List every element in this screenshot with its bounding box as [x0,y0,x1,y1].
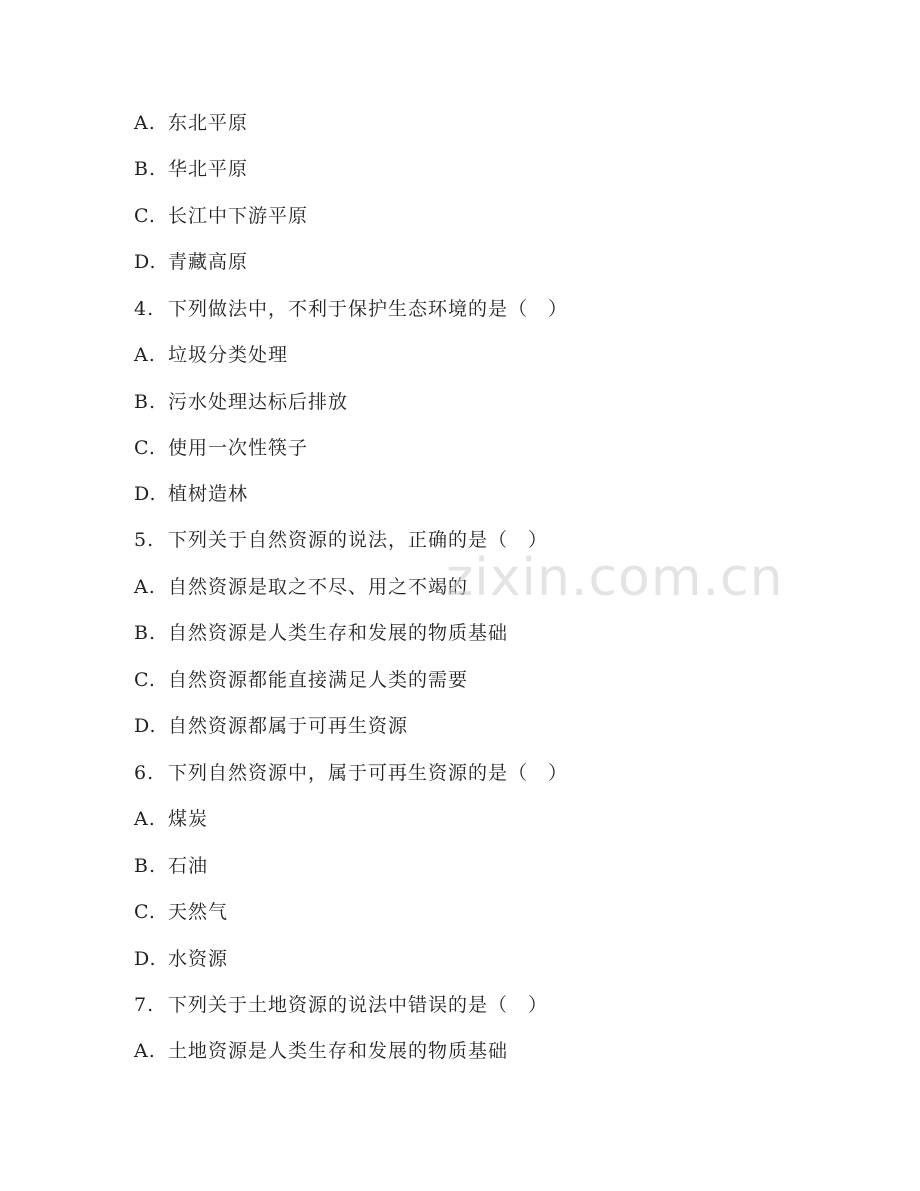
option-line [134,1036,508,1066]
option-label: A. [134,808,156,830]
option-text: 煤炭 [168,808,209,830]
question-number: 6. [134,762,155,784]
option-label: D. [134,251,157,273]
question-text: 下列做法中，不利于保护生态环境的是（ ） [168,298,569,320]
option-line [134,247,248,277]
question-number: 4. [134,298,155,320]
option-line [134,340,288,370]
option-line [134,944,228,974]
option-text: 自然资源都能直接满足人类的需要 [168,669,469,691]
option-label: D. [134,483,157,505]
question-line [134,294,568,324]
option-line [134,572,468,602]
option-line [134,387,348,417]
option-label: A. [134,576,156,598]
option-label: C. [134,205,156,227]
option-label: A. [134,1040,156,1062]
option-text: 自然资源是人类生存和发展的物质基础 [168,622,509,644]
question-text: 下列关于土地资源的说法中错误的是（ ） [168,994,549,1016]
option-line [134,665,468,695]
option-line [134,108,248,138]
option-text: 土地资源是人类生存和发展的物质基础 [168,1040,509,1062]
option-label: B. [134,855,157,877]
option-label: B. [134,158,157,180]
option-text: 天然气 [168,901,229,923]
question-number: 5. [134,529,155,551]
option-label: A. [134,344,156,366]
question-line [134,990,548,1020]
option-text: 华北平原 [168,158,249,180]
option-text: 植树造林 [168,483,249,505]
option-text: 污水处理达标后排放 [168,391,349,413]
option-text: 自然资源是取之不尽、用之不竭的 [168,576,469,598]
option-text: 东北平原 [168,112,249,134]
option-label: C. [134,901,156,923]
option-text: 垃圾分类处理 [168,344,289,366]
option-label: B. [134,622,157,644]
option-text: 石油 [168,855,209,877]
question-text: 下列关于自然资源的说法，正确的是（ ） [168,529,549,551]
option-label: C. [134,437,156,459]
option-line [134,154,248,184]
option-line [134,201,308,231]
watermark: zixin.com.cn [446,548,784,608]
question-number: 7. [134,994,155,1016]
option-text: 水资源 [168,948,229,970]
option-label: A. [134,112,156,134]
option-text: 青藏高原 [168,251,249,273]
option-line [134,804,208,834]
option-line [134,479,248,509]
option-text: 自然资源都属于可再生资源 [168,715,409,737]
option-label: D. [134,948,157,970]
question-text: 下列自然资源中，属于可再生资源的是（ ） [168,762,569,784]
option-line [134,897,228,927]
option-line [134,433,308,463]
option-label: B. [134,391,157,413]
option-text: 长江中下游平原 [168,205,309,227]
option-text: 使用一次性筷子 [168,437,309,459]
question-line [134,758,568,788]
option-line [134,711,408,741]
option-line [134,851,208,881]
option-label: C. [134,669,156,691]
option-label: D. [134,715,157,737]
option-line [134,618,508,648]
